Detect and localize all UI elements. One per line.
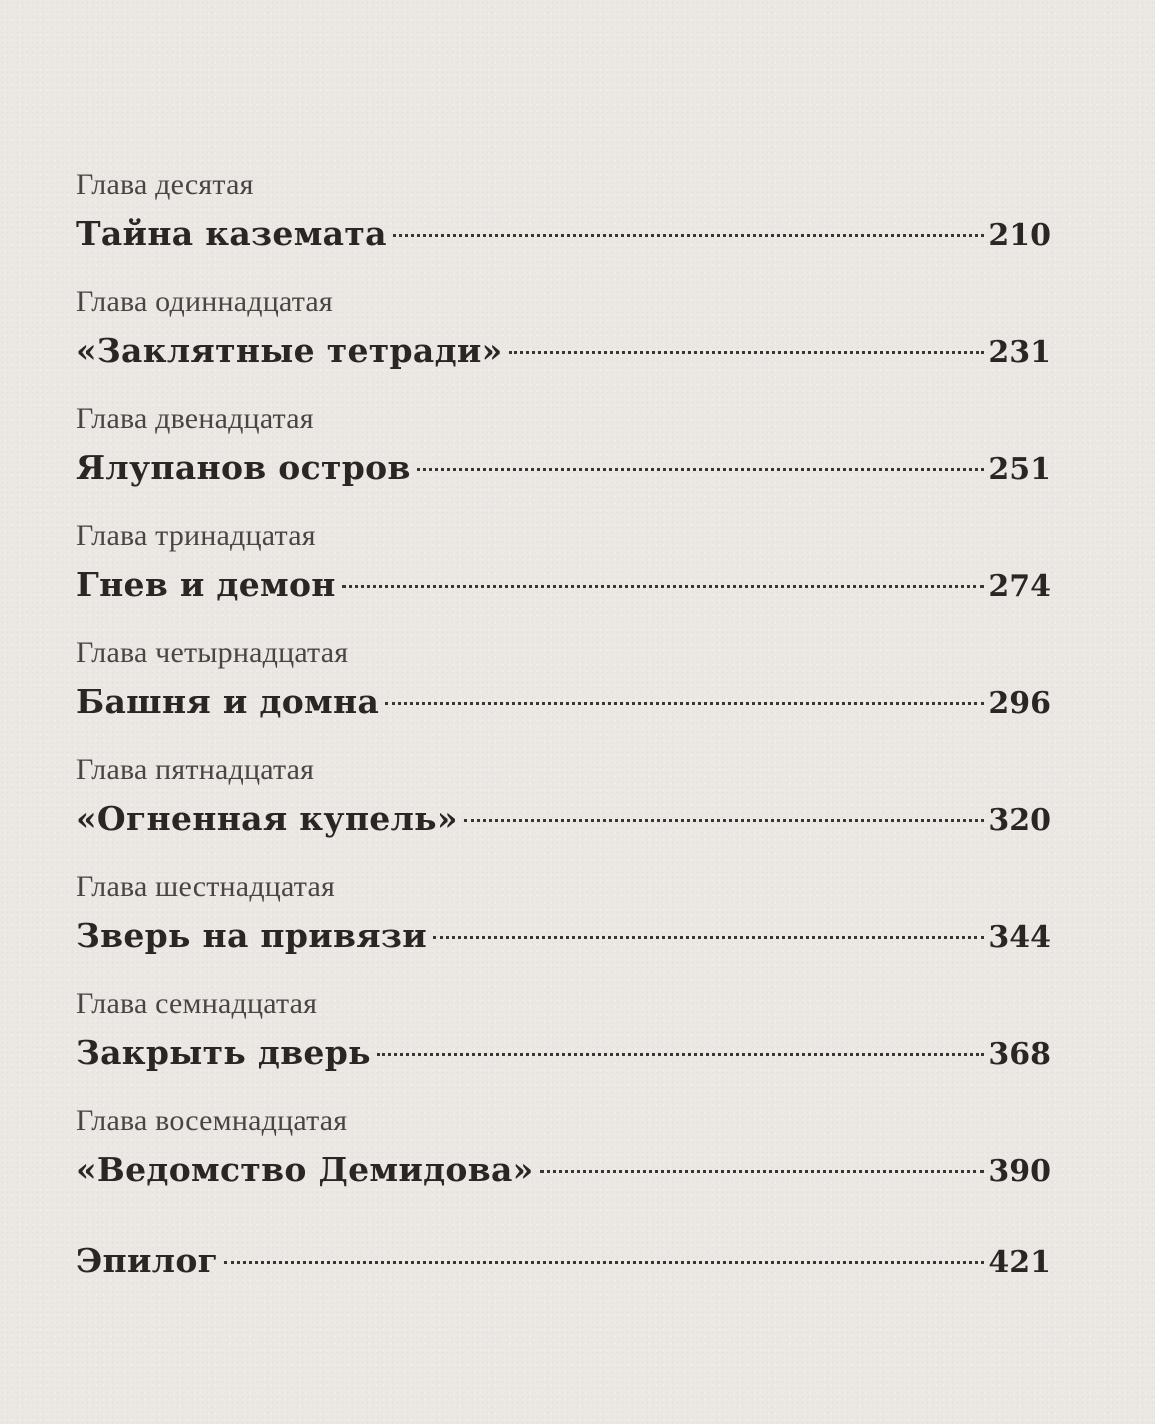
dot-leader [385, 702, 984, 705]
toc-title-line [76, 329, 1051, 379]
page-number: 368 [988, 1037, 1051, 1072]
page-number: 274 [988, 569, 1051, 604]
dot-leader [464, 819, 985, 822]
toc-title-line [76, 680, 1051, 730]
chapter-title: «Ведомство Демидова» [76, 1150, 534, 1189]
chapter-label: Глава пятнадцатая [76, 753, 315, 786]
dot-leader [224, 1261, 984, 1264]
dot-leader [509, 351, 985, 354]
chapter-title: «Огненная купель» [76, 799, 458, 838]
page-number: 390 [988, 1154, 1051, 1189]
toc-entry [76, 285, 1051, 402]
chapter-title: Тайна каземата [76, 214, 387, 253]
page-number: 320 [988, 803, 1051, 838]
page-number: 251 [988, 452, 1051, 487]
chapter-label: Глава тринадцатая [76, 519, 316, 552]
toc-entry [76, 1104, 1051, 1221]
chapter-label: Глава десятая [76, 168, 254, 201]
chapter-title: Ялупанов остров [76, 448, 411, 487]
toc-title-line [76, 446, 1051, 496]
toc-title-line [76, 563, 1051, 613]
toc-entry [76, 519, 1051, 636]
toc-entry [76, 870, 1051, 987]
chapter-label: Глава шестнадцатая [76, 870, 335, 903]
chapter-label: Глава двенадцатая [76, 402, 314, 435]
dot-leader [377, 1053, 985, 1056]
toc-entry [76, 168, 1051, 285]
chapter-title: Башня и домна [76, 682, 380, 721]
toc-title-line [76, 797, 1051, 847]
toc-title-line [76, 1148, 1051, 1198]
toc-entry [76, 402, 1051, 519]
dot-leader [433, 936, 984, 939]
chapter-title: Гнев и демон [76, 565, 336, 604]
chapter-label: Глава семнадцатая [76, 987, 318, 1020]
dot-leader [417, 468, 985, 471]
page-number: 231 [988, 335, 1051, 370]
page-number: 296 [988, 686, 1051, 721]
chapter-label: Глава одиннадцатая [76, 285, 333, 318]
dot-leader [393, 234, 985, 237]
page-number: 210 [988, 218, 1051, 253]
page-number: 344 [988, 920, 1051, 955]
dot-leader [540, 1170, 985, 1173]
chapter-title: Закрыть дверь [76, 1033, 371, 1072]
chapter-label: Глава четырнадцатая [76, 636, 349, 669]
toc-entry-epilogue [76, 1221, 1051, 1291]
chapter-title: Зверь на привязи [76, 916, 428, 955]
table-of-contents [76, 168, 1051, 1291]
page-number: 421 [988, 1245, 1051, 1280]
chapter-label: Глава восемнадцатая [76, 1104, 348, 1137]
toc-entry [76, 636, 1051, 753]
epilogue-title: Эпилог [76, 1241, 219, 1280]
chapter-title: «Заклятные тетради» [76, 331, 503, 370]
toc-entry [76, 987, 1051, 1104]
toc-title-line [76, 914, 1051, 964]
toc-title-line [76, 212, 1051, 262]
toc-title-line [76, 1239, 1051, 1289]
dot-leader [342, 585, 985, 588]
toc-entry [76, 753, 1051, 870]
toc-title-line [76, 1031, 1051, 1081]
